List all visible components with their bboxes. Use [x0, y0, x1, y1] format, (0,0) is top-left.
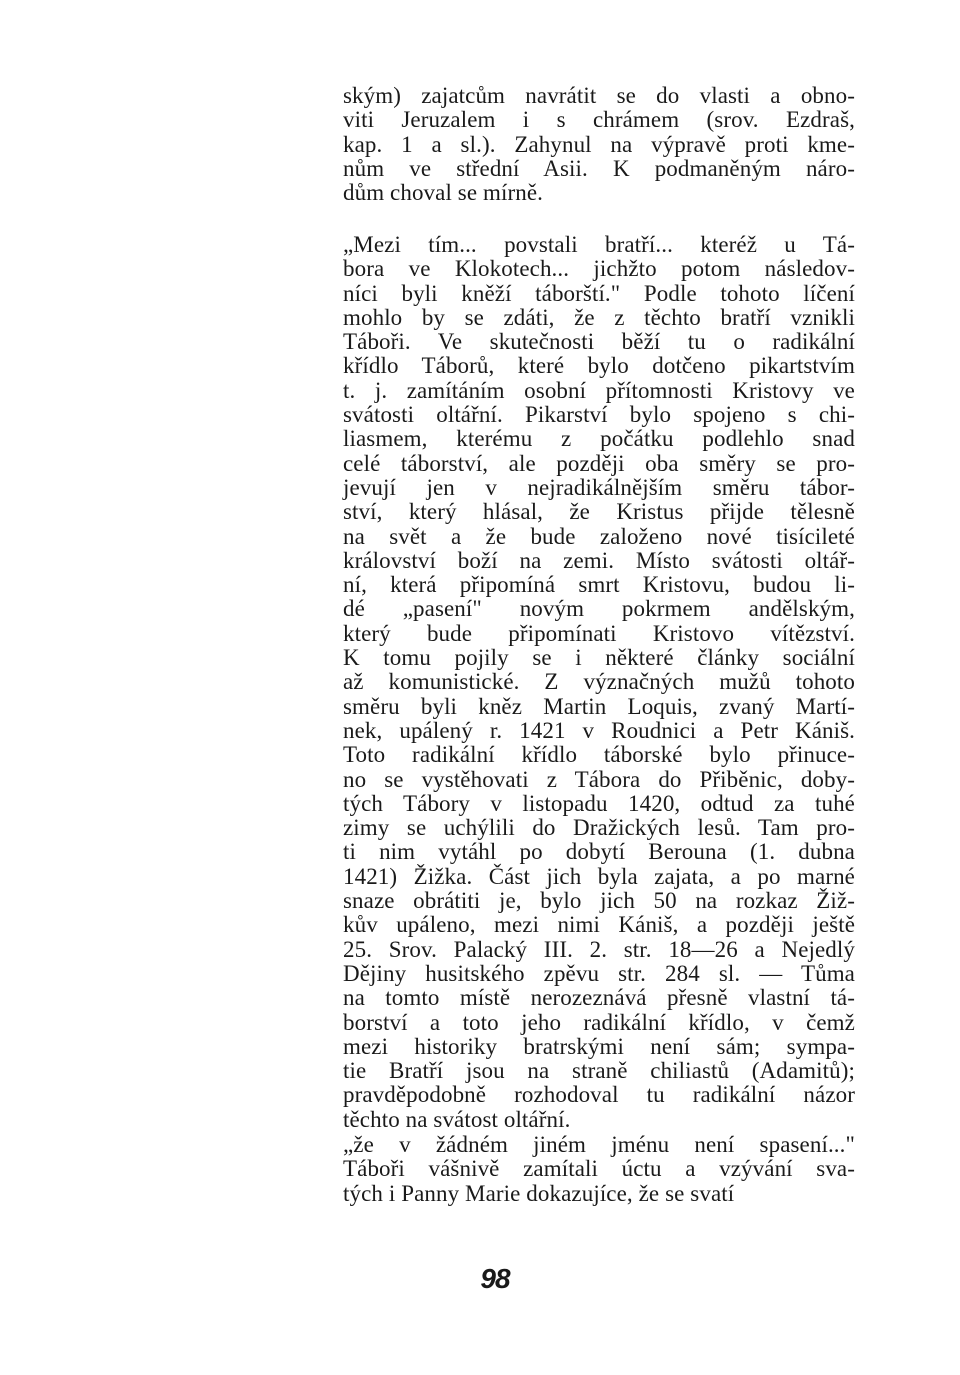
text-line: ství, který hlásal, že Kristus přijde tělesně: [343, 499, 855, 525]
text-line: Dějiny husitského zpěvu str. 284 sl. — Tůma: [343, 960, 855, 986]
text-line: těchto na svátost oltářní.: [343, 1106, 571, 1132]
text-line: tie Bratří jsou na straně chiliastů (Adamitů);: [343, 1058, 855, 1084]
page-number: 98: [480, 1263, 510, 1294]
text-line: snaze obrátiti je, bylo jich 50 na rozkaz Žiž-: [343, 888, 855, 914]
text-line: království boží na zemi. Místo svátosti oltář-: [343, 547, 855, 573]
text-line: ti nim vytáhl po dobytí Berouna (1. dubna: [343, 839, 855, 865]
text-line: Táboři vášnivě zamítali úctu a vzývání sva-: [343, 1156, 855, 1182]
text-line: Toto radikální křídlo táborské bylo přinuce-: [343, 742, 855, 768]
text-line: dům choval se mírně.: [343, 180, 544, 206]
text-line: bora ve Klokotech... jichžto potom následov-: [343, 256, 855, 282]
text-line: 25. Srov. Palacký III. 2. str. 18—26 a Nejedlý: [343, 936, 855, 962]
text-line: nům ve střední Asii. K podmaněným náro-: [343, 155, 855, 181]
text-line: pravděpodobně rozhodoval tu radikální názor: [343, 1082, 855, 1108]
text-line: „že v žádném jiném jménu není spasení...": [343, 1132, 855, 1157]
text-line: „Mezi tím... povstali bratří... kteréž u Tá-: [343, 232, 855, 257]
text-line: až komunistické. Z význačných mužů tohoto: [343, 669, 855, 695]
text-line: tých i Panny Marie dokazujíce, že se svatí: [343, 1180, 735, 1206]
text-line: dé „pasení" novým pokrmem andělským,: [343, 596, 855, 622]
text-line: na svět a že bude založeno nové tisícileté: [343, 523, 855, 549]
text-line: nek, upálený r. 1421 v Roudnici a Petr Kániš.: [343, 717, 855, 743]
text-line: křídlo Táborů, které bylo dotčeno pikartstvím: [343, 353, 855, 379]
text-line: směru byli kněz Martin Loquis, zvaný Martí-: [343, 693, 855, 719]
text-line: Táboři. Ve skutečnosti běží tu o radikální: [343, 329, 855, 355]
text-line: níci byli kněží táborští." Podle tohoto líčení: [343, 280, 855, 306]
paragraph-mezi-tim: [343, 233, 855, 1132]
text-line: tých Tábory v listopadu 1420, odtud za tuhé: [343, 790, 855, 816]
text-line: celé táborství, ale později oba směry se pro-: [343, 450, 855, 476]
text-line: ským) zajatcům navrátit se do vlasti a obno-: [343, 83, 855, 108]
text-line: borství a toto jeho radikální křídlo, v čemž: [343, 1009, 855, 1035]
text-line: viti Jeruzalem i s chrámem (srov. Ezdraš,: [343, 107, 855, 133]
text-line: mezi historiky bratrskými není sám; sympa-: [343, 1033, 855, 1059]
text-line: kův upáleno, mezi nimi Kániš, a později ještě: [343, 912, 855, 938]
text-line: svátosti oltářní. Pikarství bylo spojeno s chi-: [343, 402, 855, 428]
text-line: K tomu pojily se i některé články sociální: [343, 645, 855, 671]
text-line: liasmem, kterému z počátku podlehlo snad: [343, 426, 855, 452]
text-line: mohlo by se zdáti, že z těchto bratří vznikli: [343, 304, 855, 330]
paragraph-footnote-continuation: [343, 84, 855, 205]
text-line: ní, která připomíná smrt Kristovu, budou li-: [343, 572, 855, 598]
text-line: jevují jen v nejradikálnějším směru tábor-: [343, 474, 855, 500]
text-line: no se vystěhovati z Tábora do Přiběnic, doby-: [343, 766, 855, 792]
text-line: který bude připomínati Kristovo vítězství.: [343, 620, 855, 646]
text-line: na tomto místě nerozeznává přesně vlastní tá-: [343, 985, 855, 1011]
text-line: zimy se uchýlili do Dražických lesů. Tam pro-: [343, 815, 855, 841]
text-line: t. j. zamítáním osobní přítomnosti Kristovy ve: [343, 377, 855, 403]
text-line: kap. 1 a sl.). Zahynul na výpravě proti kme-: [343, 131, 855, 157]
paragraph-spaseni: [343, 1133, 855, 1206]
text-line: 1421) Žižka. Část jich byla zajata, a po marné: [343, 863, 855, 889]
